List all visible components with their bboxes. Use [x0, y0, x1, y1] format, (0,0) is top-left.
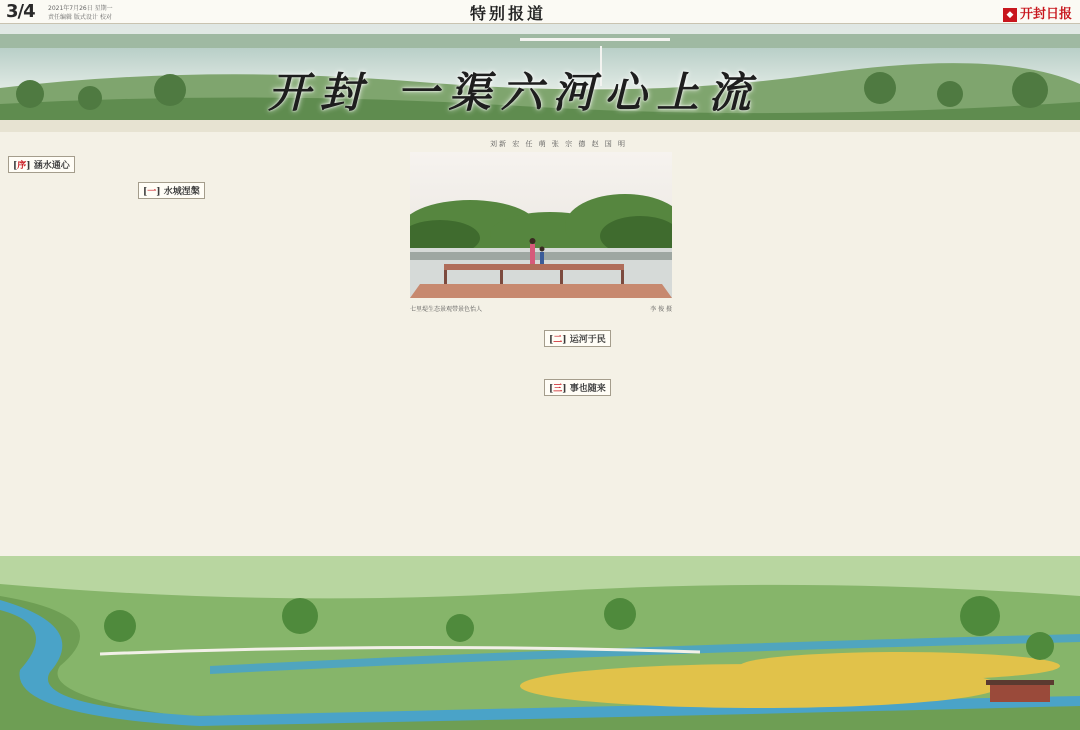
section-number: 三: [553, 384, 563, 394]
article-column-3: [270, 152, 402, 554]
date-line: 2021年7月26日 星期一: [48, 5, 113, 12]
section-heading: [三] 事也随来: [544, 379, 611, 396]
photo-caption-row: [410, 304, 672, 313]
section-title-text: 水城涅槃: [163, 187, 200, 197]
article-column-5: [544, 318, 672, 554]
article-column-2: [138, 152, 262, 554]
section-title-text: 涵水通心: [33, 161, 70, 171]
section-number: 二: [553, 335, 563, 345]
center-photo: [410, 152, 672, 298]
photo-caption: 七里堤生态景观带景色怡人: [410, 306, 483, 313]
section-title: 特别报道: [470, 4, 547, 23]
article-column-6: [680, 152, 808, 554]
masthead: [0, 0, 1080, 24]
article-column-7: [814, 152, 938, 554]
article-column-1: [8, 152, 132, 554]
section-number: 一: [147, 187, 157, 197]
section-heading: [二] 运河于民: [544, 330, 611, 347]
headline: 开封 一渠六河心上流: [268, 68, 761, 117]
photo-credit: 李 俊 摄: [650, 306, 672, 313]
logo-text: 开封日报: [1019, 7, 1072, 22]
section-title-text: 运河于民: [569, 335, 606, 345]
newspaper-logo: [1003, 3, 1072, 22]
logo-mark-icon: ◆: [1003, 8, 1017, 22]
article-column-4: [410, 318, 538, 554]
page-number: 3/4: [6, 1, 35, 22]
section-heading: [一] 水城涅槃: [138, 182, 205, 199]
section-number: 序: [17, 161, 27, 171]
section-heading: [序] 涵水通心: [8, 156, 75, 173]
byline: 刘新 宏 任 萌 张 宗 德 赵 国 明: [490, 140, 628, 148]
section-title-text: 事也随来: [569, 384, 606, 394]
article-column-8: [944, 152, 1072, 554]
bottom-photo: [0, 556, 1080, 730]
banner-photo: [0, 24, 1080, 132]
edit-line: 责任编辑 版式设计 校对: [48, 14, 112, 21]
